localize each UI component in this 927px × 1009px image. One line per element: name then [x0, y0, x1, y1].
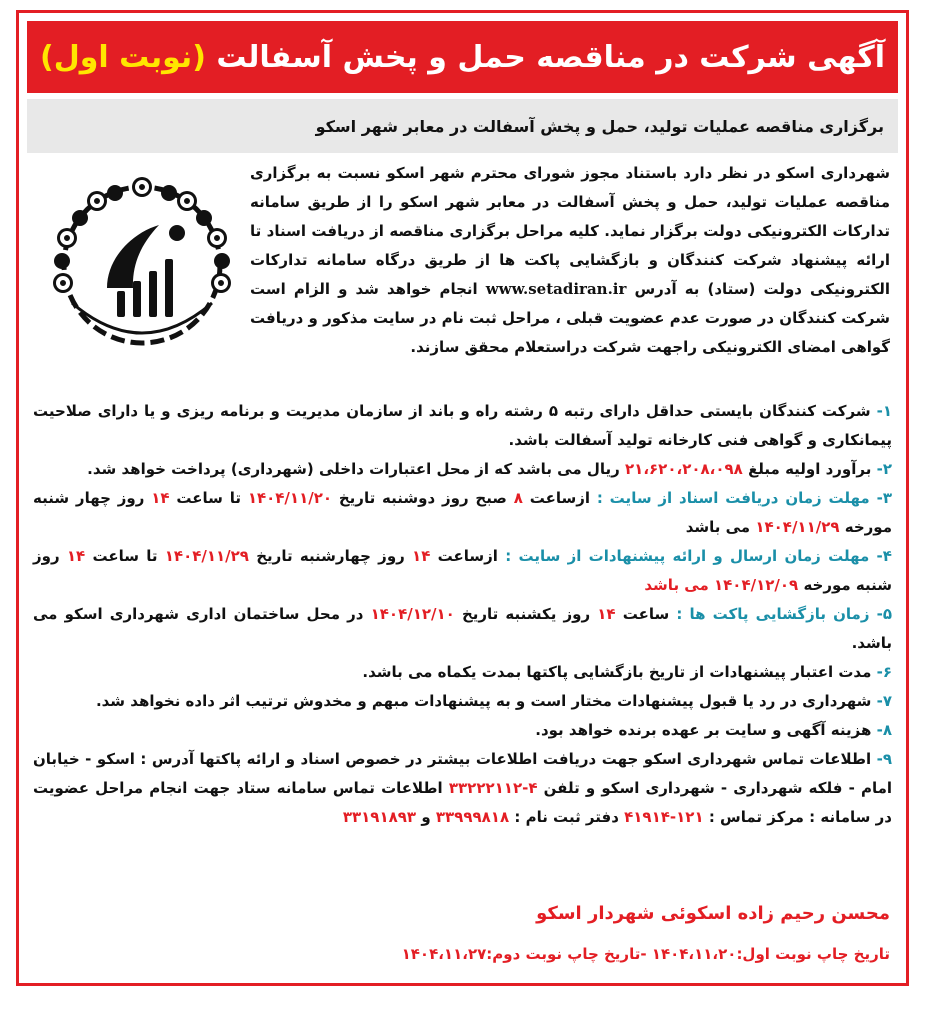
title-text: آگهی شرکت در مناقصه حمل و پخش آسفالت — [216, 39, 886, 75]
start-hour: ۸ — [513, 489, 523, 507]
clause-text: و — [421, 808, 431, 826]
print-dates: تاریخ چاپ نوبت اول:۱۴۰۴،۱۱،۲۰ -تاریخ چاپ نوبت دوم:۱۴۰۴،۱۱،۲۷ — [401, 945, 890, 963]
clause-number: ۴- — [876, 547, 892, 565]
clause-text: روز چهار شنبه مورخه — [33, 489, 892, 536]
clause-number: ۸- — [876, 721, 892, 739]
clause-number: ۶- — [876, 663, 892, 681]
clause-text: شرکت کنندگان بایستی حداقل دارای رتبه ۵ رشته راه و باند از سازمان مدیریت و برنامه ریزی و یا دارای صلاحیت پیمانکاری و گواهی فنی کارخانه تولید آسفالت باشد. — [33, 402, 892, 449]
intro-paragraph — [250, 159, 890, 362]
page-title — [40, 40, 885, 75]
setadiran-link[interactable]: www.setadiran.ir — [485, 280, 627, 298]
clause-6 — [33, 658, 892, 687]
clause-text: روز شنبه مورخه — [33, 547, 892, 594]
title-bar — [27, 21, 898, 93]
clause-text: می باشد — [685, 518, 751, 536]
title-highlight: (نوبت اول) — [39, 39, 206, 75]
start-date: ۱۴۰۴/۱۱/۲۰ — [247, 489, 333, 507]
clause-text: روز یکشنبه تاریخ — [461, 605, 591, 623]
clause-number: ۳- — [876, 489, 892, 507]
opening-hour: ۱۴ — [597, 605, 616, 623]
start-date: ۱۴۰۴/۱۱/۲۹ — [164, 547, 249, 565]
clause-4 — [33, 542, 892, 600]
subtitle: برگزاری مناقصه عملیات تولید، حمل و پخش آسفالت در معابر شهر اسکو — [315, 116, 884, 136]
clause-number: ۹- — [876, 750, 892, 768]
intro-text-end: انجام خواهد شد و الزام است شرکت کنندگان در صورت عدم عضویت قبلی ، مراحل ثبت نام در سایت مذکور و دریافت گواهی امضای الکترونیکی راجهت شرکت دراستعلام محقق سازند. — [250, 280, 890, 356]
clause-text: برآورد اولیه مبلغ — [748, 460, 872, 478]
intro-text: شهرداری اسکو در نظر دارد باستناد مجوز شورای محترم شهر اسکو نسبت به برگزاری مناقصه عملیات تولید، حمل و پخش آسفالت در معابر شهر اسکو را از طریق سامانه تدارکات الکترونیکی دولت برگزار نماید. کلیه مراحل برگزاری مناقصه از دریافت اسناد تا ارائه پیشنهاد شرکت کنندگان و بازگشایی پاکت ها از طریق درگاه سامانه تدارکات الکترونیکی دولت (ستاد) به آدرس — [250, 164, 890, 298]
clause-text: ساعت — [622, 605, 670, 623]
clause-text: ریال می باشد که از محل اعتبارات داخلی (شهرداری) پرداخت خواهد شد. — [87, 460, 620, 478]
end-date: ۱۴۰۴/۱۲/۰۹ — [714, 576, 799, 594]
estimate-amount: ۲۱،۶۲۰،۲۰۸،۰۹۸ — [625, 460, 743, 478]
municipality-phone: ۳۳۲۲۲۱۱۲-۴ — [448, 779, 538, 797]
clause-text: در محل ساختمان اداری شهرداری اسکو می باشد. — [33, 605, 892, 652]
advertisement-frame — [16, 10, 909, 986]
clause-text: دفتر ثبت نام : — [514, 808, 619, 826]
clause-8 — [33, 716, 892, 745]
clause-9 — [33, 745, 892, 832]
clause-text: اطلاعات تماس شهرداری اسکو جهت دریافت اطلاعات بیشتر در خصوص اسناد و ارائه پاکتها آدرس : اسکو - خیابان امام - فلکه شهرداری - شهرداری اسکو و تلفن — [33, 750, 893, 797]
clause-text: اطلاعات تماس سامانه ستاد جهت انجام مراحل عضویت در سامانه : مرکز تماس : — [33, 779, 892, 826]
start-hour: ۱۴ — [412, 547, 431, 565]
clause-number: ۲- — [876, 460, 892, 478]
clause-number: ۵- — [876, 605, 893, 623]
clause-5 — [33, 600, 892, 658]
clause-label: مهلت زمان ارسال و ارائه پیشنهادات از سایت : — [505, 547, 870, 565]
clause-text: روز چهارشنبه تاریخ — [256, 547, 405, 565]
clause-text: ازساعت — [529, 489, 590, 507]
clause-number: ۷- — [876, 692, 892, 710]
clause-text: مدت اعتبار پیشنهادات از تاریخ بازگشایی پاکتها بمدت یکماه می باشد. — [362, 663, 872, 681]
clause-2 — [33, 455, 892, 484]
end-date: ۱۴۰۴/۱۱/۲۹ — [755, 518, 840, 536]
registration-phone-2: ۳۳۱۹۱۸۹۳ — [342, 808, 417, 826]
clause-text: صبح روز دوشنبه تاریخ — [338, 489, 507, 507]
oskoo-municipality-logo-icon — [37, 163, 247, 368]
clause-text: هزینه آگهی و سایت بر عهده برنده خواهد بود. — [535, 721, 872, 739]
signature: محسن رحیم زاده اسکوئی شهردار اسکو — [536, 903, 890, 924]
clause-text: ازساعت — [437, 547, 498, 565]
clause-3 — [33, 484, 892, 542]
opening-date: ۱۴۰۴/۱۲/۱۰ — [370, 605, 455, 623]
registration-phone-1: ۳۳۹۹۹۸۱۸ — [435, 808, 510, 826]
clause-7 — [33, 687, 892, 716]
clause-label: مهلت زمان دریافت اسناد از سایت : — [596, 489, 870, 507]
end-hour: ۱۴ — [151, 489, 170, 507]
clause-text: تا ساعت — [176, 489, 241, 507]
tender-clauses — [33, 397, 892, 832]
clause-number: ۱- — [876, 402, 893, 420]
subtitle-bar — [27, 99, 898, 153]
clause-label: زمان بازگشایی پاکت ها : — [676, 605, 870, 623]
clause-text: می باشد — [644, 576, 709, 594]
clause-text: تا ساعت — [92, 547, 158, 565]
clause-1 — [33, 397, 892, 455]
clause-text: شهرداری در رد یا قبول پیشنهادات مختار است و به پیشنهادات مبهم و مخدوش ترتیب اثر داده نخواهد شد. — [95, 692, 872, 710]
call-center-phone: ۴۱۹۱۴-۱۲۱ — [624, 808, 704, 826]
end-hour: ۱۴ — [66, 547, 86, 565]
